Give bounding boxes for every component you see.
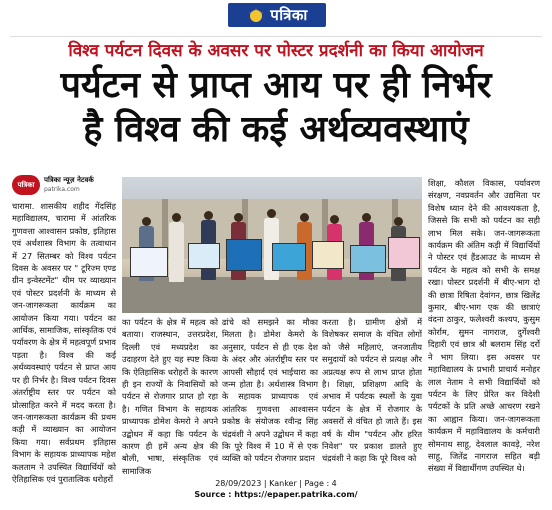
page-footer [0,478,552,500]
edition-info: 28/09/2023 | Kanker | Page : 4 [215,479,337,488]
masthead [0,0,552,32]
person-head [234,213,243,222]
poster [388,237,420,269]
article-column-5 [428,177,540,473]
person-head [394,217,403,226]
article-column-3 [222,316,318,472]
byline-badge: पत्रिका [12,175,40,195]
person-head [267,209,276,218]
article-photo [122,177,422,313]
person [169,222,184,282]
poster [312,241,344,269]
poster [226,239,262,271]
logo-text: पत्रिका [270,6,308,24]
header-divider [10,36,542,37]
poster [130,247,168,277]
person-head [362,213,371,222]
column-5-text: शिक्षा, कौशल विकास, पर्यावरण संरक्षण, नवप्रवर्तन और उद्यमिता पर विशेष ध्यान देने की आवश्यकता है, जिससे कि सभी को पर्यटन का सही लाभ मिल सके। जन-जागरूकता कार्यक्रम की अंतिम कड़ी में विद्यार्थियों ने पोस्टर एवं हैंडआउट के माध्यम से पर्यटन के महत्व को सभी के समक्ष रखा। पोस्टर प्रदर्शनी में बीए-भाग दो की छात्रा रिषिता देवांगन, छात्र खिलेंद्र कुमार, बीए-भाग एक की छात्राएं वंदना ठाकुर, फलेश्वरी कश्यप, कुसुम कोर्राम, सुमन नागराज, दुर्गेश्वरी दिहारी एवं छात्र श्री बलराम सिंह दर्रो ने भाग लिया। इस अवसर पर महाविद्यालय के प्रभारी प्राचार्य मनोहर लाल नेताम ने सभी विद्यार्थियों को पर्यटन के लिए प्रेरित कर विदेशी पर्यटकों के प्रति अच्छे आचरण रखने का आह्वान किया। जन-जागरूकता कार्यक्रम में महाविद्यालय के कर्मचारी सोमनाथ साहू, देवलाल कावड़े, नरेश साहू, जितेंद्र नागराज सहित बड़ी संख्या में विद्यार्थीगण उपस्थित थे। [428,178,540,474]
column-3-text: ढांचे को समझने का मौका मिलता है। डोमेश केमरो के अनुसार, पर्यटन से ही एक देश के अंदर और अंतर्राष्ट्रीय स्तर पर आपसी सौहार्द एवं भाईचारा का जन्म होता है। अर्थशास्त्र विभाग के सहायक प्राध्यापक एवं आंतरिक गुणवत्ता आश्वासन प्रकोष्ठ के संयोजक रवीन्द्र सिंह चंद्रवंशी ने अपने उद्बोधन में कहा कि पूरे विश्व में 10 में से एक व्यक्ति को पर्यटन रोजगार प्रदान [222,317,318,464]
column-2-text: का पर्यटन के क्षेत्र में महत्व को बताया। राजस्थान, उत्तरप्रदेश, दिल्ली एवं मध्यप्रदेश का उदाहरण देते हुए यह स्पष्ट किया कि ऐतिहासिक धरोहरों के कारण ही इन राज्यों के निवासियों को पर्यटन से रोजगार प्राप्त हो रहा है। गणित विभाग के सहायक प्राध्यापक डोमेश केमरो ने अपने उद्बोधन में कहा कि पर्यटन के कारण ही हमें अन्य क्षेत्र की बोली, भाषा, संस्कृतिक एवं सामाजिक [122,317,218,476]
article-subhead: विश्व पर्यटन दिवस के अवसर पर पोस्टर प्रदर्शनी का किया आयोजन [68,41,484,61]
poster [272,243,306,271]
poster [188,243,220,269]
source-link[interactable]: Source : https://epaper.patrika.com/ [194,490,358,499]
headline-line-1: पर्यटन से प्राप्त आय पर ही निर्भर [60,65,492,106]
headline-line-2: है विश्व की कई अर्थव्यवस्थाएं [83,109,469,150]
article-column-4 [322,316,422,472]
article-column-2 [122,316,218,476]
person-head [172,213,181,222]
photo-ground [122,277,422,313]
byline [12,175,120,197]
person-head [142,217,151,226]
person-head [330,215,339,224]
emblem-icon [246,7,266,23]
byline-site: patrika.com [44,186,80,193]
person-head [204,211,213,220]
article-headline [10,64,542,152]
column-4-text: करता है। ग्रामीण क्षेत्रों में विशेषकर समाज के वंचित लोगों को जैसे महिलाएं, जनजातीय समुदायों को पर्यटन से प्रत्यक्ष और अप्रत्यक्ष रूप से लाभ प्राप्त होता है। शिक्षा, प्रशिक्षण आदि के अभाव में पर्यटक स्थलों के युवा पर्यटन के क्षेत्र में रोजगार के अवसरों से वंचित हो जाते हैं। इस वर्ष के थीम "पर्यटन और हरित निवेश" पर प्रकाश डालते हुए चंद्रवंशी ने कहा कि पूरे विश्व को [322,317,422,464]
byline-name: पत्रिका न्यूज़ नेटवर्क [44,176,94,184]
person-head [300,213,309,222]
poster [350,245,386,273]
article-column-1 [12,200,116,484]
column-1-text: चारामा. शासकीय शहीद गेंदसिंह महाविद्यालय, चारामा में आंतरिक गुणवत्ता आश्वासन प्रकोष्ठ, इतिहास एवं अर्थशास्त्र विभाग के तत्वाधान में 27 सितम्बर को विश्व पर्यटन दिवस के अवसर पर " टूरिज्म एण्ड ग्रीन इन्वेस्टमेंट" थीम पर व्याख्यान एवं पोस्टर प्रदर्शनी के माध्यम से जन-जागरूकता कार्यक्रम का आयोजन किया गया। पर्यटन का आर्थिक, सामाजिक, सांस्कृतिक एवं पर्यावरण के क्षेत्र में महत्वपूर्ण प्रभाव पड़ता है। विश्व की कई अर्थव्यवस्थाएं पर्यटन से प्राप्त आय पर ही निर्भर है। विश्व पर्यटन दिवस अंतर्राष्ट्रीय स्तर पर पर्यटन को प्रोत्साहित करने में मदद करता है। जन-जागरूकता कार्यक्रम की प्रथम कड़ी में व्याख्यान का आयोजन किया गया। सर्वप्रथम इतिहास विभाग के सहायक प्राध्यापक महेश कलताम ने उपस्थित विद्यार्थियों को ऐतिहासिक एवं पुरातात्विक धरोहरों [12,201,116,484]
patrika-logo [228,3,326,27]
